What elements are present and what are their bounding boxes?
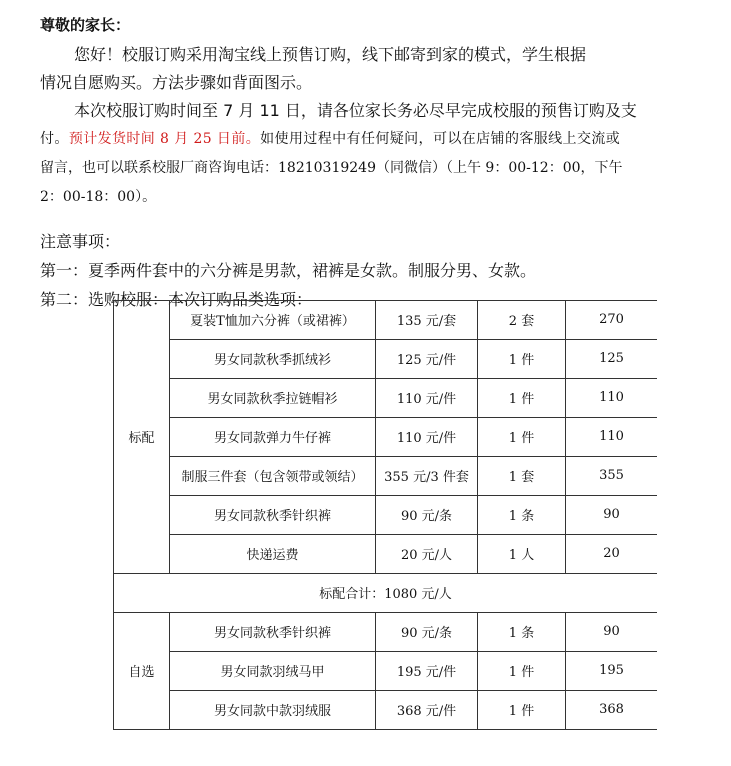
table-row (114, 300, 658, 339)
table-row (114, 456, 658, 495)
table-row (114, 612, 658, 651)
note-item-1: 第一：夏季两件套中的六分裤是男款，裙裤是女款。制服分男、女款。 (40, 261, 537, 280)
item-price: 355 元/3 件套 (376, 456, 478, 495)
item-name: 快递运费 (170, 534, 376, 573)
item-qty: 1 件 (478, 417, 566, 456)
item-price: 110 元/件 (376, 378, 478, 417)
item-name: 男女同款秋季抓绒衫 (170, 339, 376, 378)
item-name: 夏装T恤加六分裤（或裙裤） (170, 300, 376, 339)
paragraph-2-line-1: 本次校服订购时间至 7 月 11 日，请各位家长务必尽早完成校服的预售订购及支 (74, 101, 637, 120)
standard-subtotal: 标配合计：1080 元/人 (114, 573, 658, 612)
table-row (114, 495, 658, 534)
item-amount: 355 (566, 456, 658, 495)
table-row (114, 534, 658, 573)
optional-group-label: 自选 (114, 612, 170, 729)
item-qty: 1 件 (478, 339, 566, 378)
paragraph-2-line-2-end: 如使用过程中有任何疑问，可以在店铺的客服线上交流或 (260, 131, 621, 147)
item-qty: 1 人 (478, 534, 566, 573)
paragraph-2-line-4: 2：00-18：00）。 (40, 189, 157, 205)
item-price: 110 元/件 (376, 417, 478, 456)
paragraph-2-line-2 (40, 128, 620, 148)
note-item-2: 第二：选购校服：本次订购品类选项： (40, 290, 313, 309)
letter-greeting: 尊敬的家长： (40, 16, 131, 34)
item-price: 90 元/条 (376, 495, 478, 534)
item-price: 135 元/套 (376, 300, 478, 339)
table-row (114, 417, 658, 456)
item-qty: 1 条 (478, 612, 566, 651)
item-amount: 195 (566, 651, 658, 690)
shipping-date-notice: 预计发货时间 8 月 25 日前。 (68, 131, 261, 147)
item-name: 男女同款羽绒马甲 (170, 651, 376, 690)
item-name: 男女同款秋季针织裤 (170, 612, 376, 651)
item-name: 男女同款弹力牛仔裤 (170, 417, 376, 456)
paragraph-1-line-2: 情况自愿购买。方法步骤如背面图示。 (40, 73, 313, 92)
notes-title: 注意事项： (40, 232, 121, 251)
paragraph-2-line-2-start: 付。 (40, 131, 69, 147)
item-amount: 90 (566, 495, 658, 534)
item-amount: 90 (566, 612, 658, 651)
item-qty: 1 件 (478, 378, 566, 417)
item-amount: 368 (566, 690, 658, 729)
subtotal-row (114, 573, 658, 612)
item-price: 125 元/件 (376, 339, 478, 378)
standard-group-label: 标配 (114, 300, 170, 573)
item-price: 368 元/件 (376, 690, 478, 729)
item-qty: 1 套 (478, 456, 566, 495)
item-price: 20 元/人 (376, 534, 478, 573)
table-row (114, 690, 658, 729)
item-amount: 110 (566, 417, 658, 456)
item-name: 男女同款中款羽绒服 (170, 690, 376, 729)
item-qty: 1 件 (478, 690, 566, 729)
item-name: 男女同款秋季拉链帽衫 (170, 378, 376, 417)
item-name: 制服三件套（包含领带或领结） (170, 456, 376, 495)
item-qty: 1 件 (478, 651, 566, 690)
item-amount: 270 (566, 300, 658, 339)
paragraph-1-line-1: 您好！校服订购采用淘宝线上预售订购，线下邮寄到家的模式，学生根据 (74, 45, 587, 64)
paragraph-2-line-3: 留言，也可以联系校服厂商咨询电话：18210319249（同微信）（上午 9：00-12：00，下午 (40, 160, 623, 176)
table-row (114, 339, 658, 378)
table-row (114, 651, 658, 690)
item-qty: 2 套 (478, 300, 566, 339)
item-amount: 125 (566, 339, 658, 378)
order-table (113, 300, 657, 752)
item-name: 男女同款秋季针织裤 (170, 495, 376, 534)
item-amount: 20 (566, 534, 658, 573)
item-price: 195 元/件 (376, 651, 478, 690)
item-amount: 110 (566, 378, 658, 417)
item-price: 90 元/条 (376, 612, 478, 651)
table-row (114, 378, 658, 417)
item-qty: 1 条 (478, 495, 566, 534)
